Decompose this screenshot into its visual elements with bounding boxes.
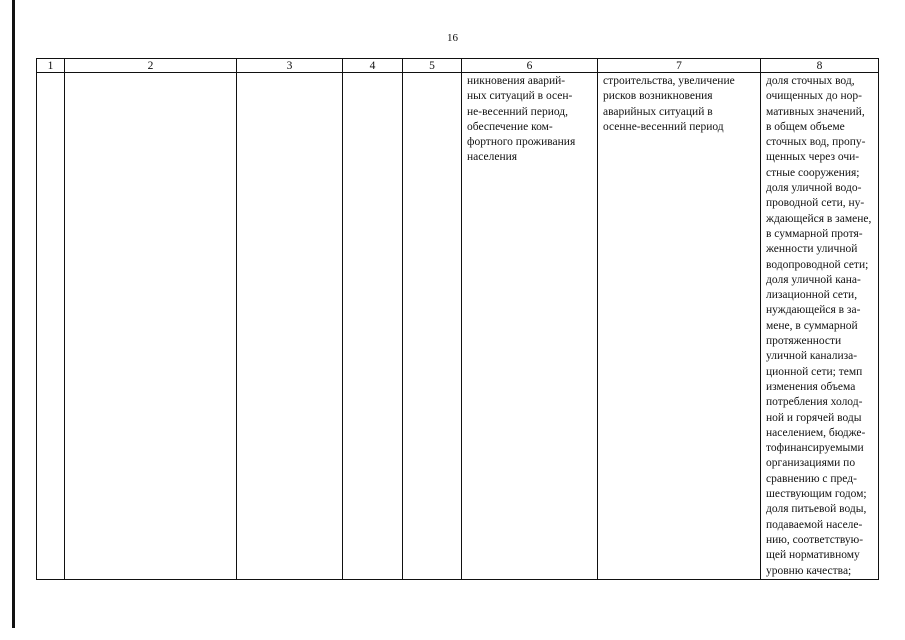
cell-col-4	[343, 73, 403, 580]
cell-col-3	[237, 73, 343, 580]
cell-text-col-8: доля сточных вод, очищенных до нор- мативных значений, в общем объеме сточных вод, пропу- щенных через очи- стные сооружения; доля уличной водо- проводной сети, ну- ждающейся в замене, в суммарной протя- женности уличной водопроводной сети; доля уличной кана- лизационной сети, нуждающейся в за- мене, в суммарной протяженности уличной канализа- ционной сети; темп изменения объема потребления холод- ной и горячей воды населением, бюдже- тофинансируемыми организациями по сравнению с пред- шествующим годом; доля питьевой воды, подаваемой населе- нию, соответствую- щей нормативному уровню качества;	[766, 75, 872, 577]
column-header-1: 1	[37, 59, 65, 73]
cell-col-7	[598, 73, 761, 580]
column-header-4: 4	[343, 59, 403, 73]
cell-text-col-7: строительства, увеличение рисков возникновения аварийных ситуаций в осенне-весенний период	[603, 75, 735, 133]
column-header-2: 2	[65, 59, 237, 73]
cell-col-6	[462, 73, 598, 580]
cell-text-col-6: никновения аварий- ных ситуаций в осен- не-весенний период, обеспечение ком- фортного проживания населения	[467, 75, 576, 164]
column-header-8: 8	[761, 59, 879, 73]
cell-col-5	[403, 73, 462, 580]
cell-col-2	[65, 73, 237, 580]
page-number: 16	[447, 32, 458, 44]
cell-col-1	[37, 73, 65, 580]
column-number-row	[37, 59, 879, 73]
cell-col-8	[761, 73, 879, 580]
column-header-7: 7	[598, 59, 761, 73]
document-table	[36, 58, 879, 580]
binding-edge-line	[12, 0, 15, 628]
table-row	[37, 73, 879, 580]
column-header-6: 6	[462, 59, 598, 73]
column-header-5: 5	[403, 59, 462, 73]
column-header-3: 3	[237, 59, 343, 73]
